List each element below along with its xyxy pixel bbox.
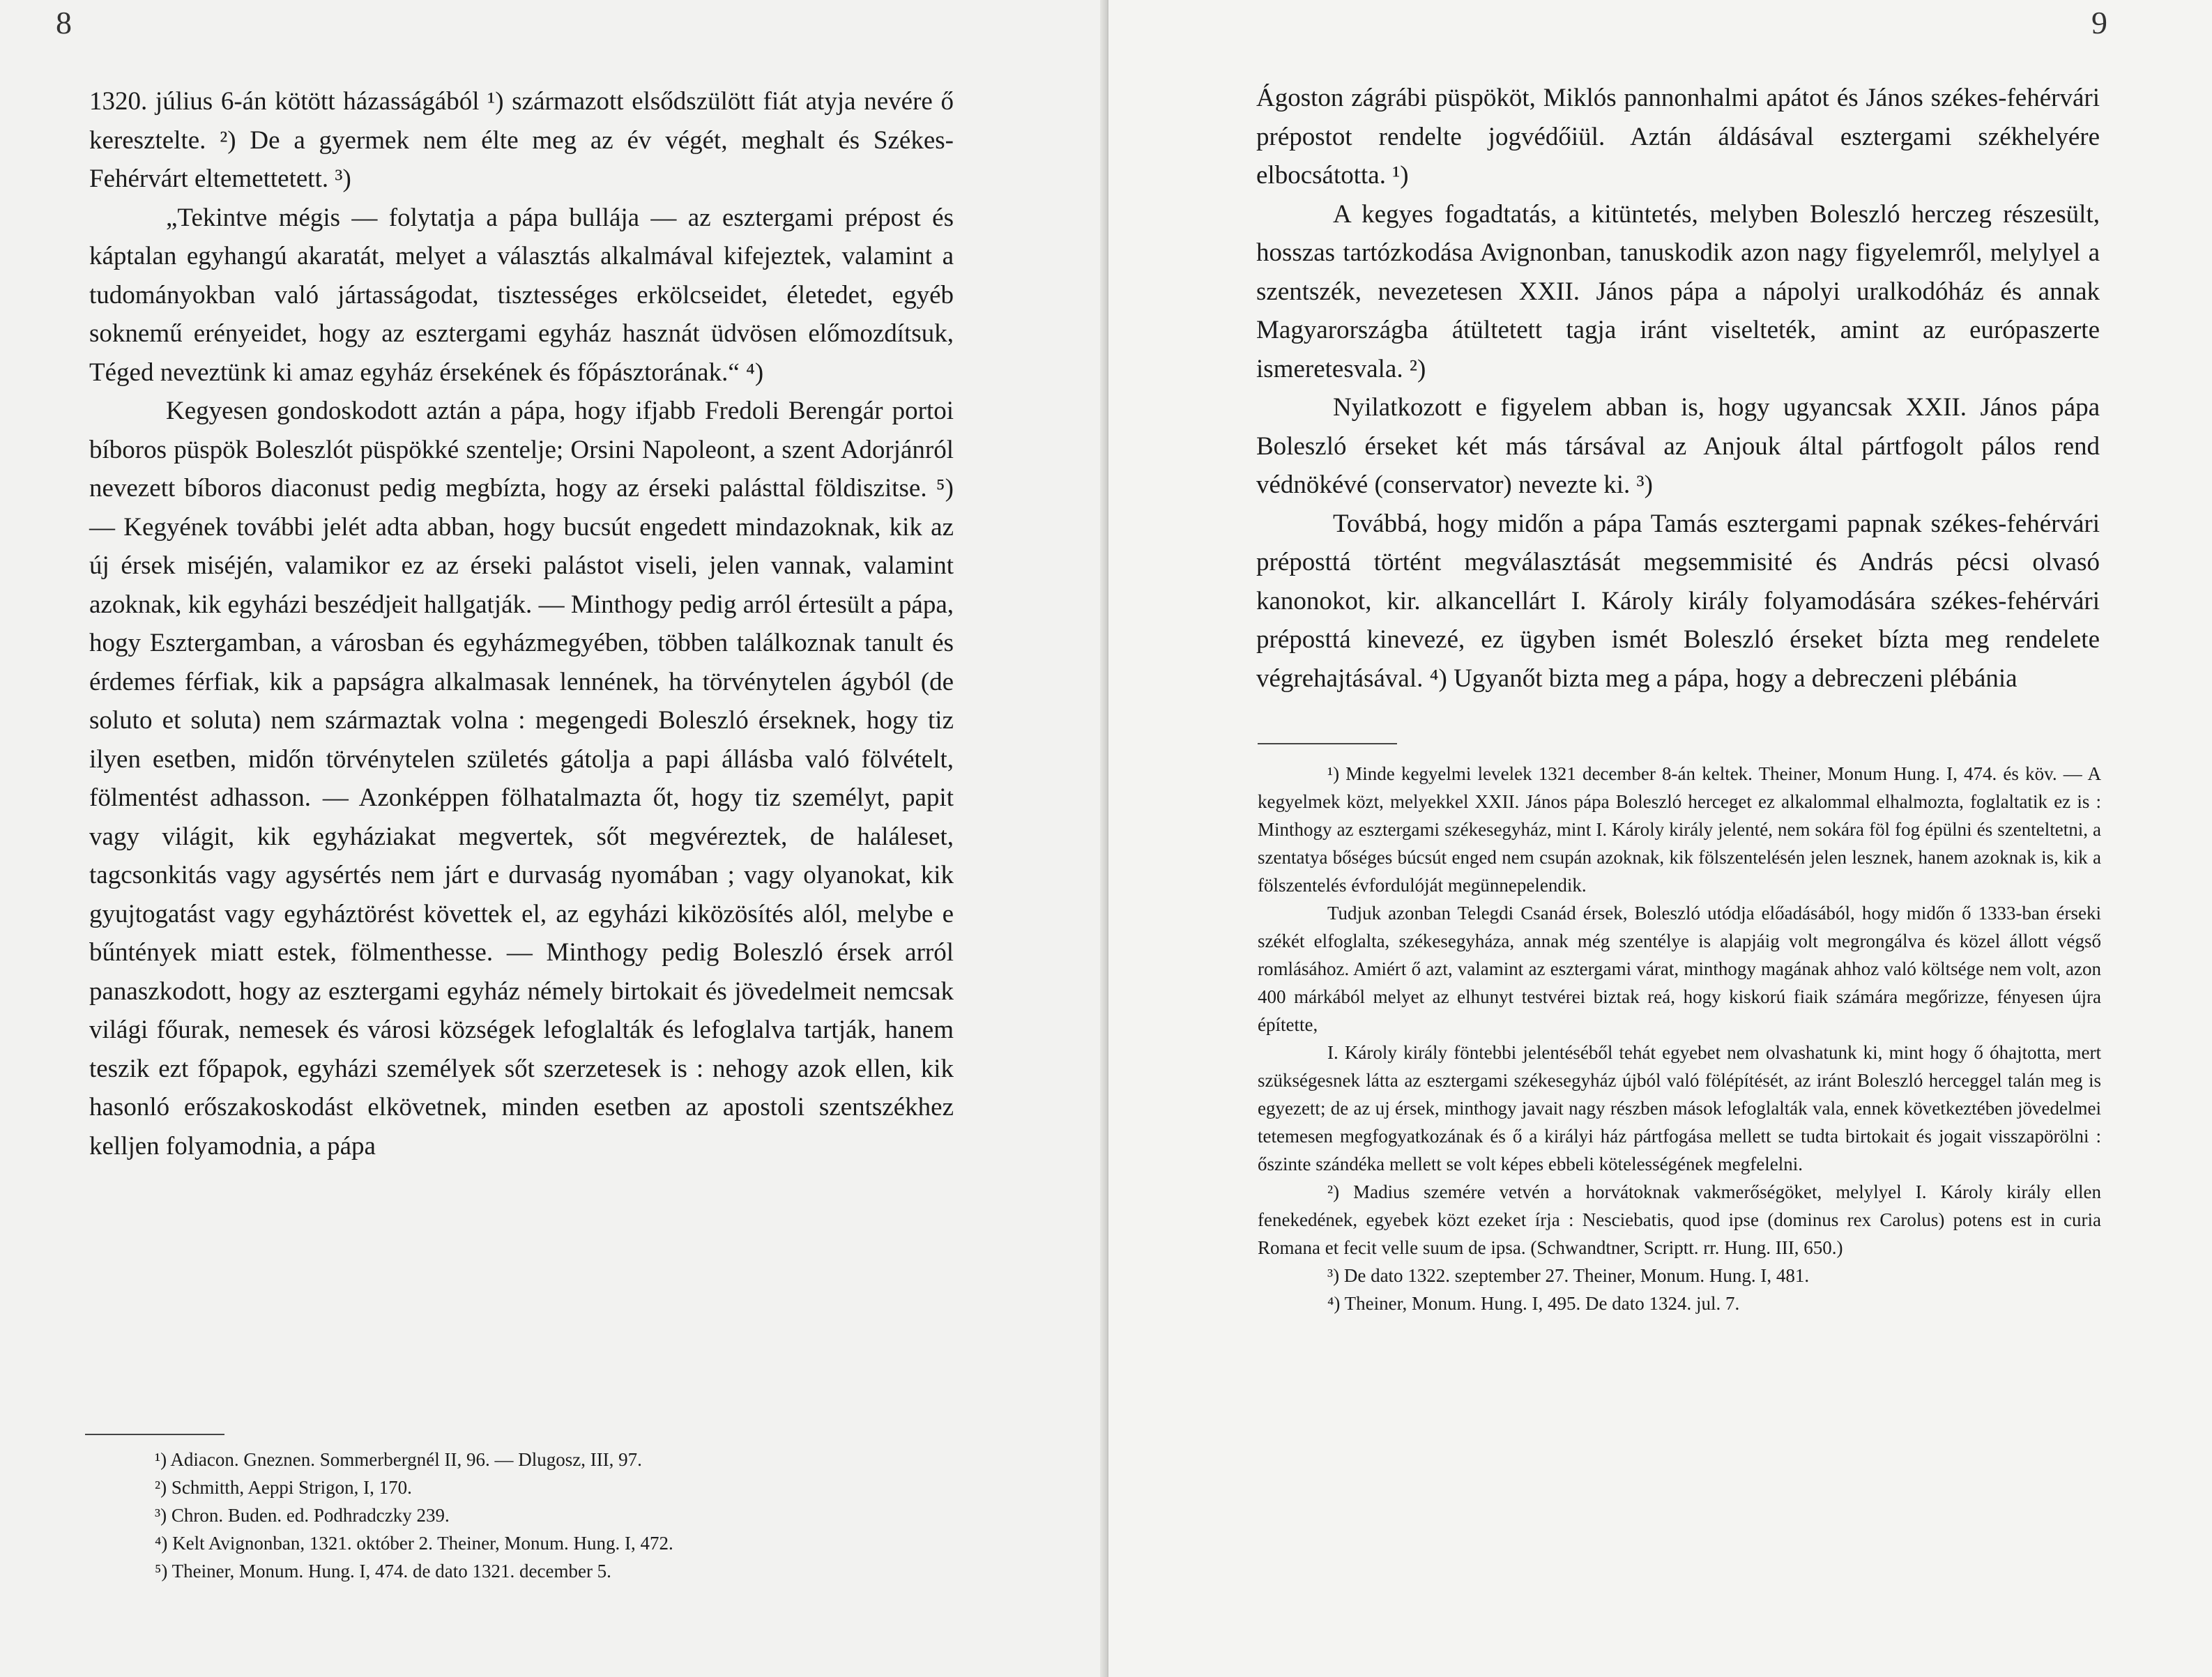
- right-page: [1108, 0, 2212, 1677]
- footnote: ²) Madius szemére vetvén a horvátoknak vakmerőségöket, melylyel I. Károly király ellen fenekedének, egyebek közt ezeket írja : Nesciebatis, quod ipse (dominus rex Carolus) potens est in curia Romana et fecit velle suum de ipsa. (Schwandtner, Scriptt. rr. Hung. III, 650.): [1258, 1181, 2101, 1258]
- paragraph: 1320. július 6-án kötött házasságából ¹) származott elsődszülött fiát atyja nevére ő keresztelte. ²) De a gyermek nem élte meg az év végét, meghalt és Székes-Fehérvárt eltemettetett. ³): [89, 87, 954, 193]
- paragraph: Ágoston zágrábi püspököt, Miklós pannonhalmi apátot és János székes-fehérvári prépostot rendelte jogvédőiül. Aztán áldásával esztergami székhelyére elbocsátotta. ¹): [1256, 84, 2100, 190]
- footnote-divider: [1258, 743, 1397, 744]
- page-number: 8: [56, 5, 72, 40]
- footnote: ³) Chron. Buden. ed. Podhradczky 239.: [155, 1505, 450, 1526]
- footnote: ³) De dato 1322. szeptember 27. Theiner, Monum. Hung. I, 481.: [1327, 1265, 1810, 1286]
- body-text: [89, 82, 954, 1165]
- footnote: ⁴) Kelt Avignonban, 1321. október 2. Theiner, Monum. Hung. I, 472.: [155, 1533, 673, 1554]
- footnote: Tudjuk azonban Telegdi Csanád érsek, Boleszló utódja előadásából, hogy midőn ő 1333-ban érseki székét elfoglalta, székesegyháza, annak még szentélye is alapjáig volt megrongálva és közel állott végső romlásához. Amiért ő azt, valamint az esztergami várat, minthogy magának ahhoz való költsége nem volt, azon 400 márkából melyet az elhunyt testvérei biztak reá, hogy kiskorú fiaik számára megőrizze, fényesen újra építette,: [1258, 903, 2101, 1035]
- page-number: 9: [2091, 5, 2107, 40]
- footnote: ⁵) Theiner, Monum. Hung. I, 474. de dato 1321. december 5.: [155, 1561, 611, 1582]
- footnote: ¹) Adiacon. Gneznen. Sommerbergnél II, 96. — Dlugosz, III, 97.: [155, 1449, 642, 1470]
- paragraph: „Tekintve mégis — folytatja a pápa bullája — az esztergami prépost és káptalan egyhangú akaratát, melyet a választás alkalmával kifejeztek, valamint a tudományokban való jártasságodat, tisztességes erkölcseidet, életedet, egyéb soknemű erényeidet, hogy az esztergami egyház hasznát üdvösen előmozdítsuk, Téged neveztünk ki amaz egyház érsekének és főpásztorának.“ ⁴): [89, 203, 954, 387]
- paragraph: Kegyesen gondoskodott aztán a pápa, hogy ifjabb Fredoli Berengár portoi bíboros püspök Boleszlót püspökké szentelje; Orsini Napoleont, a szent Adorjánról nevezett bíboros diaconust pedig megbízta, hogy az érseki palásttal földiszitse. ⁵) — Kegyének további jelét adta abban, hogy bucsút engedett mindazoknak, kik az új érsek miséjén, valamikor ez az érseki palástot viseli, jelen vannak, valamint azoknak, kik egyházi beszédjeit hallgatják. — Minthogy pedig arról értesült a pápa, hogy Esztergamban, a városban és egyházmegyében, többen találkoznak tanult és érdemes férfiak, kik a papságra alkalmasak lennének, ha törvénytelen ágyból (de soluto et soluta) nem származtak volna : megengedi Boleszló érseknek, hogy tiz ilyen esetben, midőn törvénytelen születés gátolja a papi állásba való fölvételt, fölmentést adhasson. — Azonképpen fölhatalmazta őt, hogy tiz személyt, papit vagy világit, kik egyháziakat megvertek, sőt megvéreztek, de haláleset, tagcsonkitás vagy agysértés nem járt e durvaság nyomában ; vagy olyanokat, kik gyujtogatást vagy egyháztörést követtek el, az egyházi kiközösítés alól, melybe e bűntények miatt estek, fölmenthesse. — Minthogy pedig Boleszló érsek arról panaszkodott, hogy az esztergami egyház némely birtokait és jövedelmeit nemcsak világi főurak, nemesek és városi községek lefoglalták és lefoglalva tartják, hanem teszik ezt főpapok, egyházi személyek sőt szerzetesek is : nehogy azok ellen, kik hasonló erőszakoskodást elkövetnek, minden esetben az apostoli szentszékhez kelljen folyamodnia, a pápa: [89, 397, 954, 1161]
- body-text: [1256, 79, 2100, 698]
- footnotes: [1258, 760, 2101, 1317]
- footnote: ⁴) Theiner, Monum. Hung. I, 495. De dato 1324. jul. 7.: [1327, 1293, 1740, 1314]
- footnote-divider: [85, 1434, 224, 1435]
- paragraph: Nyilatkozott e figyelem abban is, hogy ugyancsak XXII. János pápa Boleszló érseket két más társával az Anjouk által pártfogolt pálos rend védnökévé (conservator) nevezte ki. ³): [1256, 393, 2100, 499]
- footnote: ¹) Minde kegyelmi levelek 1321 december 8-án keltek. Theiner, Monum Hung. I, 474. és köv. — A kegyelmek közt, melyekkel XXII. János pápa Boleszló herceget ez alkalommal elhalmozta, foglaltatik ez is : Minthogy az esztergami székesegyház, mint I. Károly király jelenté, nem sokára föl fog épülni és szenteltetni, a szentatya bőséges búcsút enged nem csupán azoknak, kik fölszentelésén jelen lesznek, hanem azoknak is, kik a fölszentelés évfordulóját megünnepelendik.: [1258, 763, 2101, 896]
- footnote: I. Károly király föntebbi jelentéséből tehát egyebet nem olvashatunk ki, mint hogy ő óhajtotta, mert szükségesnek látta az esztergami székesegyház újból való fölépítését, az iránt Boleszló herceggel talán meg is egyezett; de az uj érsek, minthogy javait nagy részben mások lefoglalták vala, ennek következtében jövedelmei tetemesen megfogyatkozának és ő a királyi ház pártfogása mellett se tudta birtokait és jogait visszapörölni : őszinte szándéka mellett se volt képes ebbeli kötelességének megfelelni.: [1258, 1042, 2101, 1174]
- paragraph: Továbbá, hogy midőn a pápa Tamás esztergami papnak székes-fehérvári préposttá történt megválasztását megsemmisité és András pécsi olvasó kanonokot, kir. alkancellárt I. Károly király folyamodására székes-fehérvári préposttá kinevezé, ez ügyben ismét Boleszló érseket bízta meg rendelete végrehajtásával. ⁴) Ugyanőt bizta meg a pápa, hogy a debreczeni plébánia: [1256, 509, 2100, 693]
- footnote: ²) Schmitth, Aeppi Strigon, I, 170.: [155, 1477, 412, 1498]
- footnotes: [155, 1446, 852, 1585]
- paragraph: A kegyes fogadtatás, a kitüntetés, melyben Boleszló herczeg részesült, hosszas tartózkodása Avignonban, tanuskodik azon nagy figyelemről, melylyel a szentszék, nevezetesen XXII. János pápa a nápolyi uralkodóház és annak Magyarországba átültetett tagja iránt viselteték, amint az európaszerte ismeretesvala. ²): [1256, 199, 2100, 383]
